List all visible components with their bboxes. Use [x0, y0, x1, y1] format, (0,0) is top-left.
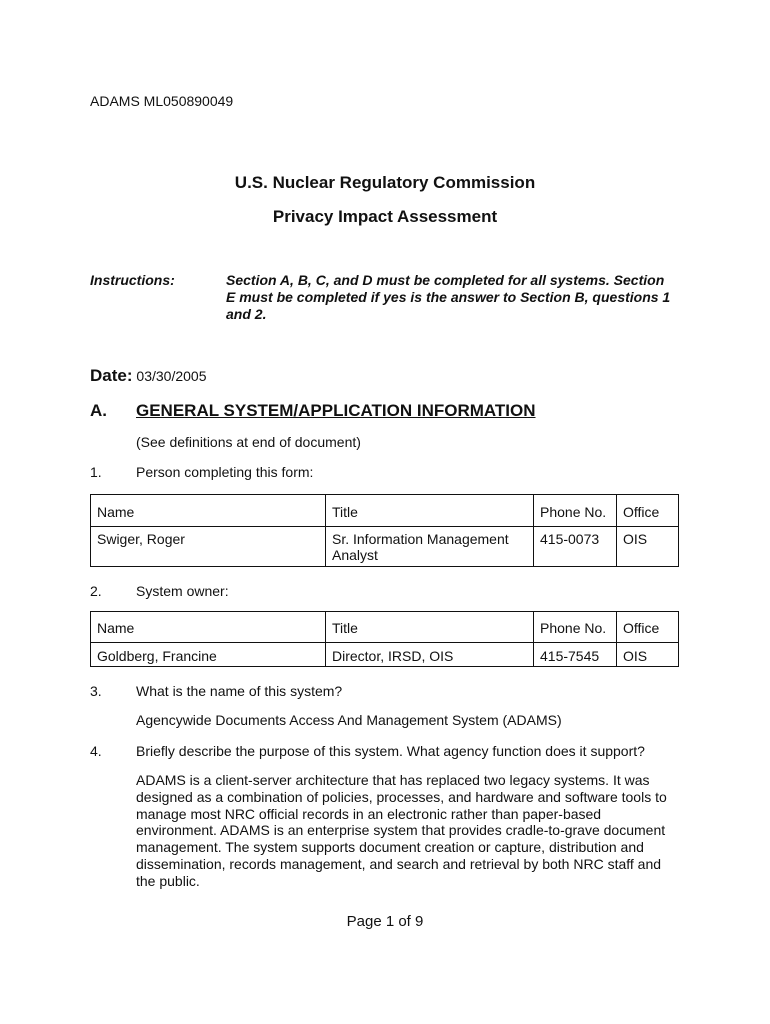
document-id: ADAMS ML050890049: [90, 93, 234, 109]
section-a-note: (See definitions at end of document): [136, 434, 361, 450]
q3-number: 3.: [90, 683, 102, 699]
q2-table: [90, 611, 679, 667]
document-title: Privacy Impact Assessment: [272, 207, 498, 226]
q4-answer: ADAMS is a client-server architecture that has replaced two legacy systems. It was designed as a combination of policies, processes, and hardware and software tools to manage most NRC official records in an electronic rather than paper-based environment. ADAMS is an enterprise system that provides cradle-to-grave document management. The system supports document creation or capture, distribution and dissemination, records management, and search and retrieval by both NRC staff and the public.: [136, 772, 667, 889]
q2-cell-name: Goldberg, Francine: [91, 643, 326, 667]
agency-title: U.S. Nuclear Regulatory Commission: [234, 173, 536, 192]
q1-number: 1.: [90, 464, 102, 480]
q1-header-row: [91, 495, 679, 527]
q1-header-office: Office: [617, 495, 679, 527]
q2-header-office: Office: [617, 612, 679, 643]
q2-header-title: Title: [326, 612, 534, 643]
q2-header-phone: Phone No.: [534, 612, 617, 643]
date-label: Date:: [90, 366, 133, 385]
q2-header-row: [91, 612, 679, 643]
q1-cell-phone: 415-0073: [534, 527, 617, 567]
q1-cell-title: Sr. Information Management Analyst: [326, 527, 534, 567]
q2-cell-office: OIS: [617, 643, 679, 667]
q2-cell-title: Director, IRSD, OIS: [326, 643, 534, 667]
q4-number: 4.: [90, 743, 102, 759]
section-a-letter: A.: [90, 401, 107, 420]
q1-header-phone: Phone No.: [534, 495, 617, 527]
q2-header-name: Name: [91, 612, 326, 643]
instructions-label: Instructions:: [90, 272, 175, 288]
date-value: 03/30/2005: [136, 368, 207, 384]
q2-text: System owner:: [136, 583, 229, 599]
q2-cell-phone: 415-7545: [534, 643, 617, 667]
q3-answer: Agencywide Documents Access And Management System (ADAMS): [136, 712, 562, 728]
date-line: [90, 366, 206, 386]
q1-text: Person completing this form:: [136, 464, 314, 480]
q1-data-row: [91, 527, 679, 567]
q3-text: What is the name of this system?: [136, 683, 343, 699]
q2-number: 2.: [90, 583, 102, 599]
q1-header-title: Title: [326, 495, 534, 527]
instructions-text: Section A, B, C, and D must be completed for all systems. Section E must be completed if yes is the answer to Section B, questions 1 and 2.: [226, 272, 671, 322]
q1-header-name: Name: [91, 495, 326, 527]
q4-text: Briefly describe the purpose of this system. What agency function does it support?: [136, 743, 645, 759]
q1-cell-name: Swiger, Roger: [91, 527, 326, 567]
section-a-title: GENERAL SYSTEM/APPLICATION INFORMATION: [136, 401, 536, 420]
q2-data-row: [91, 643, 679, 667]
q1-cell-office: OIS: [617, 527, 679, 567]
q1-table: [90, 494, 679, 567]
page-number: Page 1 of 9: [346, 913, 424, 930]
